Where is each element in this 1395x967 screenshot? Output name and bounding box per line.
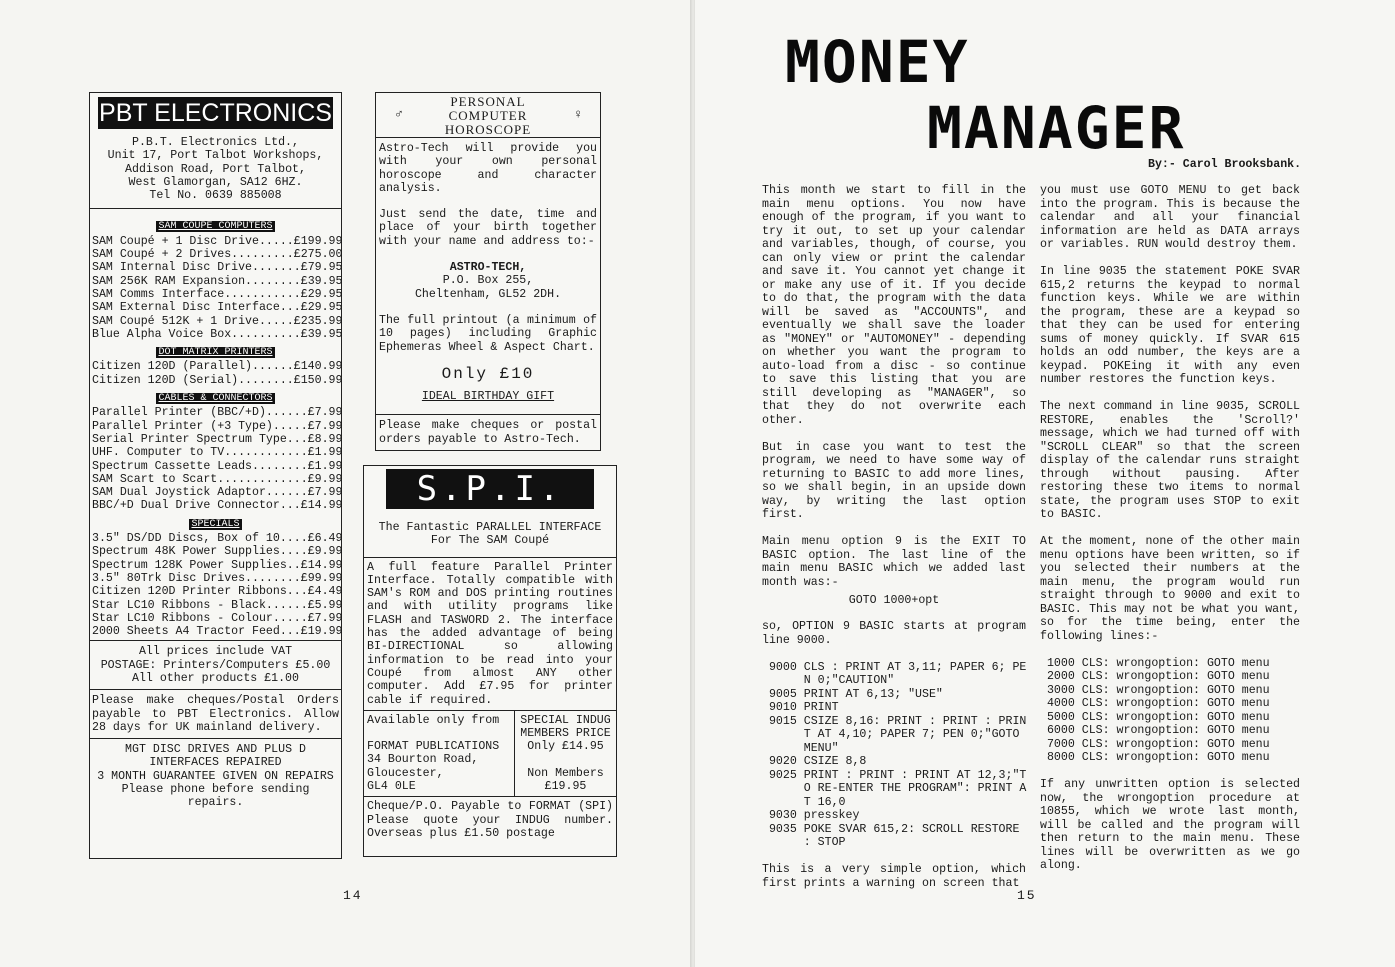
price-item: SAM Coupé 512K + 1 Drive..... xyxy=(92,314,294,328)
article-title-line2: MANAGER xyxy=(927,94,1186,162)
left-page xyxy=(0,0,695,967)
spi-body: A full feature Parallel Printer Interface. Totally compatible with SAM's ROM and DOS printing routines and with utility programs like FLASH and TASWORD 2. The interface has the added advantage of being BI-DIRECTIONAL so allowing information to be read into your Coupé from almost ANY other computer. Add £7.95 for printer cable if required. xyxy=(364,557,616,710)
spi-publisher xyxy=(364,711,515,796)
page-number-right: 15 xyxy=(1017,888,1037,903)
code-goto: GOTO 1000+opt xyxy=(848,593,940,607)
price-item: SAM Internal Disc Drive....... xyxy=(92,261,301,275)
price-row xyxy=(92,625,343,639)
article-paragraph: This is a very simple option, which first prints a warning on screen that xyxy=(762,863,1026,890)
price-item: SAM Coupé + 1 Disc Drive..... xyxy=(92,234,294,248)
price-row xyxy=(92,459,343,473)
price-value: £14.99 xyxy=(300,558,343,572)
spi-publisher-line: Gloucester, xyxy=(367,766,444,780)
price-value: £1.99 xyxy=(307,446,343,460)
price-item: Citizen 120D (Parallel)...... xyxy=(92,360,294,374)
pbt-address-line: Tel No. 0639 885008 xyxy=(149,189,282,203)
price-value: £5.99 xyxy=(307,598,343,612)
price-value: £39.95 xyxy=(300,274,343,288)
price-item: Citizen 120D (Serial)........ xyxy=(92,373,294,387)
article-column-2 xyxy=(1040,184,1300,886)
spi-intro-line: For The SAM Coupé xyxy=(430,534,550,548)
male-symbol-icon: ♂ xyxy=(394,106,405,121)
price-row xyxy=(92,571,343,585)
horoscope-price: Only £10 xyxy=(441,364,535,383)
price-value: £99.99 xyxy=(300,571,343,585)
price-item: UHF. Computer to TV............ xyxy=(92,446,308,460)
article-column-1 xyxy=(762,184,1026,904)
price-value: £7.99 xyxy=(307,486,343,500)
price-value: £150.99 xyxy=(293,373,343,387)
price-value: £140.99 xyxy=(293,360,343,374)
code-listing-9000: 9000 CLS : PRINT AT 3,11; PAPER 6; PE N 0;"CAUTION" 9005 PRINT AT 6,13; "USE" 9010 PRINT 9015 CSIZE 8,16: PRINT : PRINT : PRIN T AT 4,10; PAPER 7; PEN 0;"GOTO MENU" 9020 CSIZE 8,8 9025 PRINT : PRINT : PRINT AT 12,3;"T O RE-ENTER THE PROGRAM": PRINT A T 16,0 9030 presskey 9035 POKE SVAR 615,2: SCROLL RESTORE : STOP xyxy=(768,660,1027,849)
pbt-banner: PBT ELECTRONICS xyxy=(99,99,332,127)
price-value: £7.99 xyxy=(307,419,343,433)
price-value: £275.00 xyxy=(293,248,343,262)
byline: By:- Carol Brooksbank. xyxy=(1148,158,1302,171)
price-value: £9.99 xyxy=(307,545,343,559)
price-row xyxy=(92,301,343,315)
spi-special-price: Only £14.95 xyxy=(527,740,604,754)
pbt-address-line: P.B.T. Electronics Ltd., xyxy=(132,136,299,149)
price-item: SAM External Disc Interface... xyxy=(92,301,301,315)
price-row xyxy=(92,545,343,559)
price-value: £19.99 xyxy=(300,625,343,639)
pbt-header xyxy=(90,93,341,208)
price-row xyxy=(92,327,343,341)
price-item: Citizen 120D Printer Ribbons... xyxy=(92,585,308,599)
horoscope-send: Just send the date, time and place of your birth together with your name and address to:- xyxy=(379,208,597,248)
price-value: £7.99 xyxy=(307,406,343,420)
price-value: £9.99 xyxy=(307,472,343,486)
astro-tech-address-line: Cheltenham, GL52 2DH. xyxy=(414,287,562,301)
pbt-section-heading-label: SPECIALS xyxy=(191,518,240,530)
price-item: SAM Coupé + 2 Drives......... xyxy=(92,248,294,262)
article-paragraph: so, OPTION 9 BASIC starts at program line 9000. xyxy=(762,620,1026,647)
pbt-address-line: Addison Road, Port Talbot, xyxy=(125,162,306,176)
spi-non-members: Non Members xyxy=(527,766,604,780)
pbt-address xyxy=(98,136,333,202)
price-value: £6.49 xyxy=(307,532,343,546)
price-value: £29.95 xyxy=(300,287,343,301)
price-item: Parallel Printer (+3 Type)..... xyxy=(92,419,308,433)
price-row xyxy=(92,472,343,486)
spi-advert xyxy=(363,465,617,857)
pbt-vat-line: POSTAGE: Printers/Computers £5.00 xyxy=(100,658,331,672)
price-row xyxy=(92,611,343,625)
pbt-section-heading-label: SAM COUPE COMPUTERS xyxy=(158,221,273,233)
spi-ordering xyxy=(364,710,616,796)
horoscope-gift: IDEAL BIRTHDAY GIFT xyxy=(421,389,555,403)
price-value: £14.99 xyxy=(300,499,343,513)
price-row xyxy=(92,248,343,262)
price-row xyxy=(92,585,343,599)
price-item: 3.5" DS/DD Discs, Box of 10.... xyxy=(92,532,308,546)
price-row xyxy=(92,598,343,612)
spi-intro-line: The Fantastic PARALLEL INTERFACE xyxy=(378,521,602,534)
pbt-section-heading xyxy=(92,219,339,232)
pbt-repairs xyxy=(90,738,341,813)
spi-prices xyxy=(515,711,616,796)
horoscope-title-line: COMPUTER xyxy=(448,108,528,123)
pbt-vat-line: All other products £1.00 xyxy=(132,671,299,685)
price-item: SAM Scart to Scart............. xyxy=(92,472,308,486)
price-item: Star LC10 Ribbons - Black...... xyxy=(92,598,308,612)
price-value: £8.99 xyxy=(307,432,343,446)
spi-publisher-line: FORMAT PUBLICATIONS xyxy=(367,740,500,754)
price-item: 2000 Sheets A4 Tractor Feed... xyxy=(92,625,301,639)
spi-publisher-line: 34 Bourton Road, xyxy=(367,753,479,767)
price-item: Serial Printer Spectrum Type... xyxy=(92,432,308,446)
article-title-line1: MONEY xyxy=(785,28,970,96)
price-item: 3.5" 80Trk Disc Drives........ xyxy=(92,571,301,585)
article-paragraph: But in case you want to test the program, we need to have some way of returning to BASIC to add more lines, so we shall begin, in an upside down way, by writing the last option first. xyxy=(762,440,1026,521)
pbt-repairs-line: MGT DISC DRIVES AND PLUS D xyxy=(125,743,306,757)
pbt-vat-postage xyxy=(90,640,341,689)
price-item: SAM 256K RAM Expansion........ xyxy=(92,274,301,288)
price-item: Star LC10 Ribbons - Colour..... xyxy=(92,611,308,625)
price-row xyxy=(92,373,343,387)
spi-non-members-price: £19.95 xyxy=(544,780,587,794)
horoscope-intro: Astro-Tech will provide you with your own personal horoscope and character analysis. xyxy=(379,142,597,195)
price-row xyxy=(92,406,343,420)
price-row xyxy=(92,261,343,275)
article-paragraph: Main menu option 9 is the EXIT TO BASIC option. The last line of the main menu BASIC which we added last month was:- xyxy=(762,535,1026,589)
article-paragraph: This month we start to fill in the main menu options. You now have enough of the program, if you want to try it out, to set up your calendar and variables, though, of course, you can only view or print the calendar and save it. You cannot yet change it or make any use of it. If you decide to do that, the program with the data will be saved as "ACCOUNTS", and eventually we shall save the loader as "MONEY" or "AUTOMONEY" - depending on whether you want the program to auto-load from a disc - so continue to save this listing that you are still developing as "MANAGER", so that they do not overwrite each other. xyxy=(762,184,1026,427)
article-paragraph: In line 9035 the statement POKE SVAR 615,2 returns the keypad to normal function keys. While we are within the program, these are a keypad so that they can be used for entering sums of money quickly. If SVAR 615 holds an odd number, the keys are a keypad. POKEing it with any even number restores the function keys. xyxy=(1040,265,1300,386)
price-value: £39.95 xyxy=(300,327,343,341)
price-row xyxy=(92,432,343,446)
price-item: Spectrum 48K Power Supplies.... xyxy=(92,545,308,559)
price-row xyxy=(92,446,343,460)
page-number-left: 14 xyxy=(343,888,363,903)
price-row xyxy=(92,234,343,248)
price-row xyxy=(92,558,343,572)
price-item: SAM Dual Joystick Adaptor...... xyxy=(92,486,308,500)
horoscope-cheques: Please make cheques or postal orders payable to Astro-Tech. xyxy=(376,414,600,450)
code-listing-wrongoption: 1000 CLS: wrongoption: GOTO menu 2000 CLS: wrongoption: GOTO menu 3000 CLS: wrongoption: GOTO menu 4000 CLS: wrongoption: GOTO menu 5000 CLS: wrongoption: GOTO menu 6000 CLS: wrongoption: GOTO menu 7000 CLS: wrongoption: GOTO menu 8000 CLS: wrongoption: GOTO menu xyxy=(1046,656,1270,764)
horoscope-printout: The full printout (a minimum of 10 pages) including Graphic Ephemeras Wheel & Aspect Chart. xyxy=(379,313,597,354)
price-value: £79.95 xyxy=(300,261,343,275)
price-row xyxy=(92,360,343,374)
pbt-section-heading xyxy=(92,517,339,530)
price-row xyxy=(92,274,343,288)
pbt-cheques: Please make cheques/Postal Orders payable to PBT Electronics. Allow 28 days for UK mainland delivery. xyxy=(90,689,341,738)
article-paragraph: you must use GOTO MENU to get back into the program. This is because the calendar and all your financial information are held as DATA arrays or variables. RUN would destroy them. xyxy=(1040,184,1300,251)
spi-available: Available only from xyxy=(367,713,500,727)
price-value: £4.49 xyxy=(307,585,343,599)
article-paragraph: If any unwritten option is selected now, the wrongoption procedure at 10855, which we wrote last month, will be called and the program will then return to the main menu. These lines will be overwritten as we go along. xyxy=(1040,778,1300,872)
pbt-vat-line: All prices include VAT xyxy=(138,645,293,659)
pbt-address-line: West Glamorgan, SA12 6HZ. xyxy=(128,175,303,189)
pbt-repairs-line: 3 MONTH GUARANTEE GIVEN ON REPAIRS xyxy=(97,769,334,783)
pbt-section-heading-label: DOT MATRIX PRINTERS xyxy=(158,347,273,359)
price-row xyxy=(92,532,343,546)
pbt-repairs-line: INTERFACES REPAIRED xyxy=(149,756,282,770)
horoscope-title xyxy=(376,93,600,137)
spi-special-line: MEMBERS PRICE xyxy=(520,727,611,741)
price-row xyxy=(92,419,343,433)
price-item: Blue Alpha Voice Box.......... xyxy=(92,327,301,341)
article-paragraph: At the moment, none of the other main menu options have been written, so if you selected their numbers at the main menu, the program would run straight through to 9000 and exit to BASIC. This may not be what you want, so for the time being, enter the following lines:- xyxy=(1040,535,1300,643)
spi-special-line: SPECIAL INDUG xyxy=(520,713,611,727)
price-row xyxy=(92,287,343,301)
price-item: Parallel Printer (BBC/+D)...... xyxy=(92,406,308,420)
spi-payment: Cheque/P.O. Payable to FORMAT (SPI) Please quote your INDUG number. Overseas plus £1.50 postage xyxy=(364,796,616,843)
price-row xyxy=(92,499,343,513)
spi-publisher-line: GL4 0LE xyxy=(367,780,416,794)
price-value: £7.99 xyxy=(307,611,343,625)
price-row xyxy=(92,314,343,328)
price-item: Spectrum Cassette Leads........ xyxy=(92,459,308,473)
pbt-electronics-advert xyxy=(89,92,342,859)
price-value: £29.95 xyxy=(300,301,343,315)
horoscope-title-line: PERSONAL xyxy=(450,94,526,109)
price-value: £1.99 xyxy=(307,459,343,473)
article-paragraph: The next command in line 9035, SCROLL RESTORE, enables the 'Scroll?' message, which we had turned off with "SCROLL CLEAR" so that the screen display of the calendar runs straight through without pausing. After restoring these two items to normal state, the program uses STOP to exit to BASIC. xyxy=(1040,400,1300,521)
price-item: Spectrum 128K Power Supplies.. xyxy=(92,558,301,572)
price-item: SAM Comms Interface........... xyxy=(92,287,301,301)
horoscope-title-line: HOROSCOPE xyxy=(444,122,532,137)
astro-tech-address-line: P.O. Box 255, xyxy=(442,274,534,288)
pbt-section-heading xyxy=(92,391,339,404)
price-item: BBC/+D Dual Drive Connector... xyxy=(92,499,301,513)
female-symbol-icon: ♀ xyxy=(573,106,584,121)
astro-tech-name: ASTRO-TECH, xyxy=(449,261,527,275)
spi-banner: S.P.I. xyxy=(386,469,594,509)
horoscope-advert xyxy=(375,92,601,451)
pbt-section-heading-label: CABLES & CONNECTORS xyxy=(158,393,273,405)
price-row xyxy=(92,486,343,500)
right-page xyxy=(695,0,1395,967)
pbt-price-list xyxy=(90,208,341,640)
pbt-repairs-line: Please phone before sending repairs. xyxy=(121,783,310,810)
price-value: £235.99 xyxy=(293,314,343,328)
price-value: £199.99 xyxy=(293,234,343,248)
pbt-section-heading xyxy=(92,345,339,358)
pbt-address-line: Unit 17, Port Talbot Workshops, xyxy=(107,149,324,163)
